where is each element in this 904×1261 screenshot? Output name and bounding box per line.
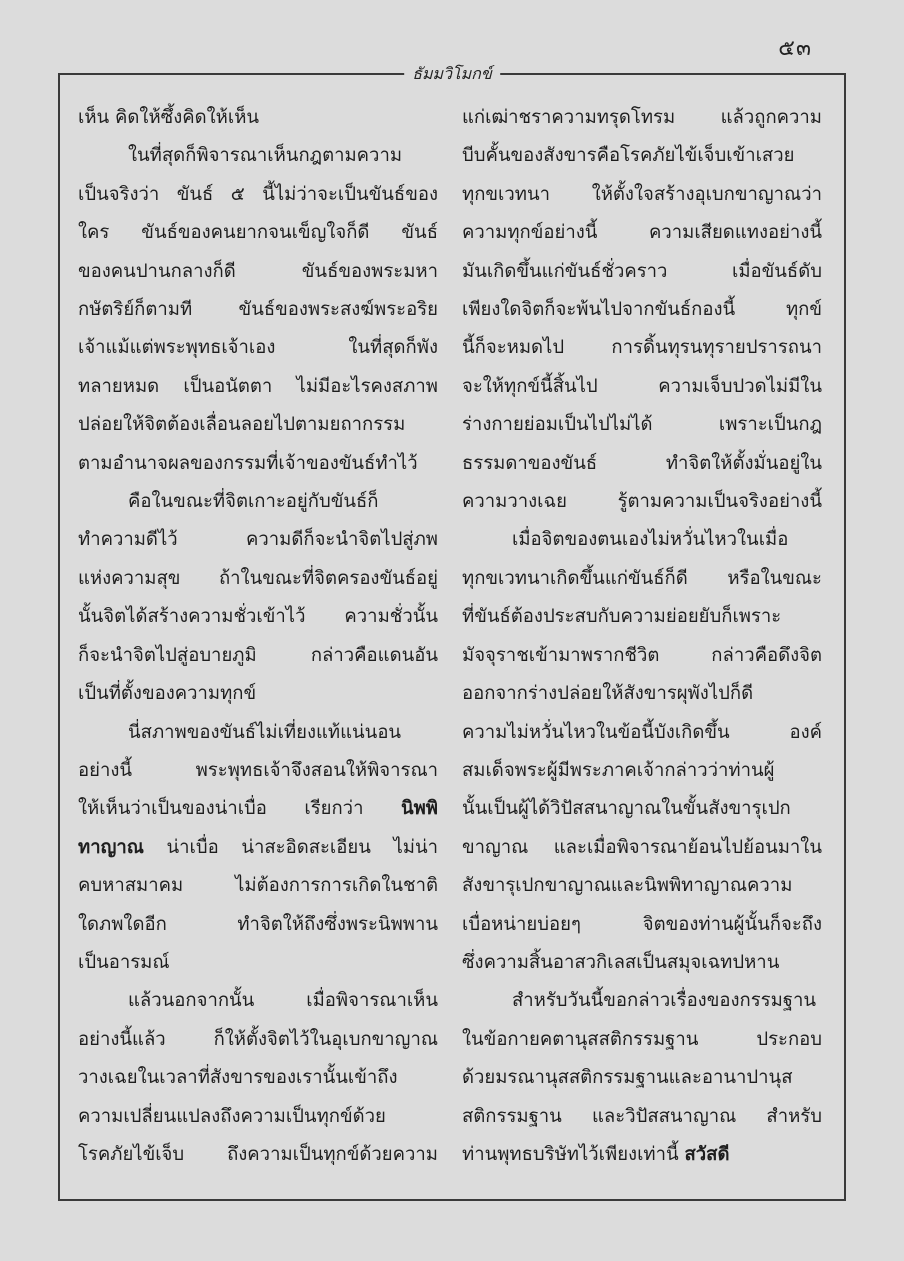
text-line <box>78 214 438 252</box>
text-line <box>78 675 438 713</box>
text-line <box>78 637 438 675</box>
line-text: แก่เฒ่าชราความทรุดโทรม แล้วถูกความ <box>462 107 822 128</box>
text-line <box>462 137 822 175</box>
text-line <box>78 368 438 406</box>
text-line <box>462 291 822 329</box>
line-text: สมเด็จพระผู้มีพระภาคเจ้ากล่าวว่าท่านผู้ <box>462 759 775 781</box>
line-text: ความไม่หวั่นไหวในข้อนี้บังเกิดขึ้น องค์ <box>462 721 822 743</box>
text-line <box>462 521 822 559</box>
text-line <box>78 253 438 291</box>
line-text: เป็นอารมณ์ <box>78 951 170 973</box>
line-text: คือในขณะที่จิตเกาะอยู่กับขันธ์ก็ <box>128 491 379 513</box>
text-line <box>78 560 438 598</box>
line-text: เพียงใดจิตก็จะพ้นไปจากขันธ์กองนี้ ทุกข์ <box>462 299 822 321</box>
text-line <box>78 829 438 867</box>
text-line <box>462 982 822 1020</box>
text-line <box>78 944 438 982</box>
text-line <box>462 829 822 867</box>
text-frame <box>58 64 846 1201</box>
line-text: มันเกิดขึ้นแก่ขันธ์ชั่วคราว เมื่อขันธ์ดับ <box>462 260 822 282</box>
text-line <box>78 329 438 367</box>
text-line <box>462 99 822 137</box>
text-line <box>78 1059 438 1097</box>
line-text: บีบคั้นของสังขารคือโรคภัยไข้เจ็บเข้าเสวย <box>462 145 795 167</box>
text-line <box>78 99 438 137</box>
right-column <box>462 99 822 1174</box>
line-text: นี่สภาพของขันธ์ไม่เที่ยงแท้แน่นอน <box>128 721 402 743</box>
text-line <box>462 368 822 406</box>
line-text: ในข้อกายคตานุสสติกรรมฐาน ประกอบ <box>462 1028 822 1050</box>
text-line <box>462 714 822 752</box>
line-text: แล้วนอกจากนั้น เมื่อพิจารณาเห็น <box>128 990 438 1012</box>
line-text: ด้วยมรณานุสสติกรรมฐานและอานาปานุส <box>462 1067 793 1089</box>
line-text: นั้นจิตได้สร้างความชั่วเข้าไว้ ความชั่วนั้น <box>78 606 438 628</box>
text-line <box>462 637 822 675</box>
text-line <box>462 1098 822 1136</box>
line-text: ความเปลี่ยนแปลงถึงความเป็นทุกข์ด้วย <box>78 1105 386 1127</box>
line-text: เป็นจริงว่า ขันธ์ ๕ นี้ไม่ว่าจะเป็นขันธ์ของ <box>78 183 438 205</box>
page-number: ๕๓ <box>778 36 812 61</box>
text-line <box>462 790 822 828</box>
running-head: ธัมมวิโมกข์ <box>404 62 500 87</box>
text-line <box>78 982 438 1020</box>
text-line <box>78 867 438 905</box>
line-text: ให้เห็นว่าเป็นของน่าเบื่อ เรียกว่า <box>78 798 401 820</box>
text-line <box>462 1021 822 1059</box>
text-line <box>462 675 822 713</box>
text-line <box>462 406 822 444</box>
text-line <box>78 1136 438 1174</box>
line-text: จะให้ทุกข์นี้สิ้นไป ความเจ็บปวดไม่มีใน <box>462 375 822 397</box>
line-text: ทลายหมด เป็นอนัตตา ไม่มีอะไรคงสภาพ <box>78 375 438 397</box>
text-line <box>462 329 822 367</box>
line-text: ใคร ขันธ์ของคนยากจนเข็ญใจก็ดี ขันธ์ <box>78 222 438 244</box>
text-line <box>78 714 438 752</box>
bold-term: นิพพิ <box>400 798 438 820</box>
line-text: ท่านพุทธบริษัทไว้เพียงเท่านี้ <box>462 1143 685 1165</box>
text-line <box>78 598 438 636</box>
line-text: เห็น คิดให้ซึ้งคิดให้เห็น <box>78 107 260 128</box>
left-column <box>78 99 438 1174</box>
line-text: ร่างกายย่อมเป็นไปไม่ได้ เพราะเป็นกฎ <box>462 414 822 436</box>
line-text: สำหรับวันนี้ขอกล่าวเรื่องของกรรมฐาน <box>512 990 817 1012</box>
line-text: เบื่อหน่ายบ่อยๆ จิตของท่านผู้นั้นก็จะถึง <box>462 913 822 935</box>
line-text: สังขารุเปกขาญาณและนิพพิทาญาณความ <box>462 875 793 897</box>
line-text: ซึ่งความสิ้นอาสวกิเลสเป็นสมุจเฉทปหาน <box>462 951 780 973</box>
text-line <box>462 867 822 905</box>
text-line <box>462 176 822 214</box>
line-text: อย่างนี้แล้ว ก็ให้ตั้งจิตไว้ในอุเบกขาญาณ <box>78 1028 438 1050</box>
bold-term: สวัสดี <box>684 1143 730 1165</box>
line-text: ที่ขันธ์ต้องประสบกับความย่อยยับก็เพราะ <box>462 606 782 628</box>
text-line <box>462 752 822 790</box>
text-line <box>78 752 438 790</box>
line-text: นี้ก็จะหมดไป การดิ้นทุรนทุรายปรารถนา <box>462 337 822 359</box>
line-text: ในที่สุดก็พิจารณาเห็นกฎตามความ <box>128 145 403 167</box>
line-text: นั้นเป็นผู้ได้วิปัสสนาญาณในขั้นสังขารุเปก <box>462 798 791 820</box>
bold-term: ทาญาณ <box>78 836 144 858</box>
text-line <box>78 483 438 521</box>
line-text: ทุกขเวทนาเกิดขึ้นแก่ขันธ์ก็ดี หรือในขณะ <box>462 567 822 589</box>
line-text: ธรรมดาของขันธ์ ทำจิตให้ตั้งมั่นอยู่ใน <box>462 452 822 474</box>
text-line <box>462 1136 822 1174</box>
line-text: ตามอำนาจผลของกรรมที่เจ้าของขันธ์ทำไว้ <box>78 452 418 474</box>
text-line <box>78 906 438 944</box>
text-line <box>78 291 438 329</box>
line-text: ใดภพใดอีก ทำจิตให้ถึงซึ่งพระนิพพาน <box>78 913 438 935</box>
text-line <box>462 483 822 521</box>
line-text: ความทุกข์อย่างนี้ ความเสียดแทงอย่างนี้ <box>462 222 822 244</box>
text-line <box>462 906 822 944</box>
text-line <box>78 406 438 444</box>
line-text: กษัตริย์ก็ตามที ขันธ์ของพระสงฆ์พระอริย <box>78 299 438 321</box>
text-line <box>78 521 438 559</box>
line-text: ทำความดีไว้ ความดีก็จะนำจิตไปสู่ภพ <box>78 529 438 551</box>
text-line <box>78 1021 438 1059</box>
line-text: ออกจากร่างปล่อยให้สังขารผุพังไปก็ดี <box>462 683 754 705</box>
text-line <box>462 214 822 252</box>
text-line <box>78 137 438 175</box>
text-line <box>462 1059 822 1097</box>
line-text: ขาญาณ และเมื่อพิจารณาย้อนไปย้อนมาใน <box>462 836 822 858</box>
line-text: วางเฉยในเวลาที่สังขารของเรานั้นเข้าถึง <box>78 1067 398 1089</box>
text-line <box>78 790 438 828</box>
line-text: แห่งความสุข ถ้าในขณะที่จิตครองขันธ์อยู่ <box>78 567 438 589</box>
line-text: ปล่อยให้จิตต้องเลื่อนลอยไปตามยถากรรม <box>78 414 406 436</box>
text-line <box>78 1098 438 1136</box>
line-text: อย่างนี้ พระพุทธเจ้าจึงสอนให้พิจารณา <box>78 759 438 781</box>
line-text: มัจจุราชเข้ามาพรากชีวิต กล่าวคือดึงจิต <box>462 644 822 666</box>
text-line <box>78 176 438 214</box>
line-text: เจ้าแม้แต่พระพุทธเจ้าเอง ในที่สุดก็พัง <box>78 337 438 359</box>
text-line <box>462 598 822 636</box>
line-text: ความวางเฉย รู้ตามความเป็นจริงอย่างนี้ <box>462 491 822 513</box>
text-line <box>462 253 822 291</box>
line-text: เมื่อจิตของตนเองไม่หวั่นไหวในเมื่อ <box>512 529 789 551</box>
text-line <box>78 445 438 483</box>
line-text: ก็จะนำจิตไปสู่อบายภูมิ กล่าวคือแดนอัน <box>78 644 438 666</box>
text-line <box>462 944 822 982</box>
text-line <box>462 560 822 598</box>
line-text: คบหาสมาคม ไม่ต้องการการเกิดในชาติ <box>78 875 438 897</box>
line-text: ของคนปานกลางก็ดี ขันธ์ของพระมหา <box>78 260 438 282</box>
line-text: ทุกขเวทนา ให้ตั้งใจสร้างอุเบกขาญาณว่า <box>462 183 822 205</box>
line-text: เป็นที่ตั้งของความทุกข์ <box>78 683 257 705</box>
line-text: สติกรรมฐาน และวิปัสสนาญาณ สำหรับ <box>462 1105 822 1127</box>
line-text: โรคภัยไข้เจ็บ ถึงความเป็นทุกข์ด้วยความ <box>78 1143 438 1165</box>
line-text: น่าเบื่อ น่าสะอิดสะเอียน ไม่น่า <box>143 836 438 858</box>
text-line <box>462 445 822 483</box>
